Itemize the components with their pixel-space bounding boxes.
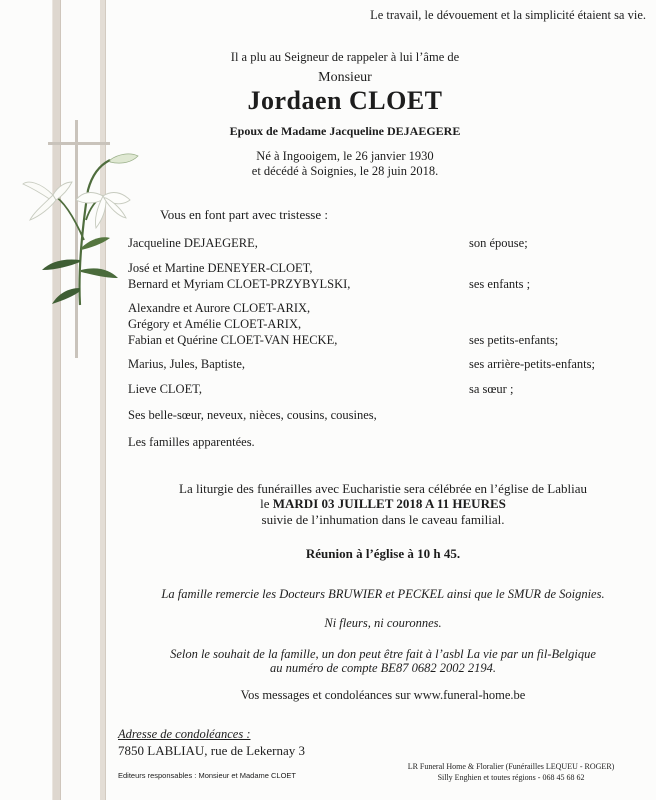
family-entry: Les familles apparentées. [128,435,255,449]
family-relation: son épouse; [469,236,528,250]
condolences-line [110,688,656,703]
family-entry: Ses belle-sœur, neveux, nièces, cousins, cousines, [128,408,377,422]
funeral-date-prefix: le [260,496,270,511]
spouse-line: Epoux de Madame Jacqueline DEJAEGERE [229,124,461,138]
deceased-name: Jordaen CLOET [247,86,443,115]
family-entry: Jacqueline DEJAEGERE, [128,236,258,250]
funeral-home-name: LR Funeral Home & Floralier (Funérailles LEQUEU - ROGER) [407,762,615,771]
condolences-text: Vos messages et condoléances sur [240,688,411,702]
funeral-date-line [110,496,656,512]
announce-line: Vous en font part avec tristesse : [160,207,328,222]
thanks-line: La famille remercie les Docteurs BRUWIER et PECKEL ainsi que le SMUR de Soignies. [161,587,605,601]
condolence-address: 7850 LABLIAU, rue de Lekernay 3 [118,743,305,758]
burial-line: suivie de l’inhumation dans le caveau familial. [261,512,505,527]
donation-line: Selon le souhait de la famille, un don peut être fait à l’asbl La vie par un fil-Belgique [170,647,596,661]
liturgy-line: La liturgie des funérailles avec Eucharistie sera célébrée en l’église de Labliau [179,481,587,496]
donation-account: au numéro de compte BE87 0682 2002 2194. [270,661,496,675]
no-flowers-line: Ni fleurs, ni couronnes. [324,616,442,630]
death-line: et décédé à Soignies, le 28 juin 2018. [251,164,439,178]
honorific: Monsieur [318,70,372,85]
editor-line: Editeurs responsables : Monsieur et Madame CLOET [118,771,296,780]
condolences-url[interactable]: www.funeral-home.be [413,688,526,702]
family-relation: ses enfants ; [469,277,531,291]
family-entry: Alexandre et Aurore CLOET-ARIX, [128,301,311,315]
family-entry: Lieve CLOET, [128,382,203,396]
family-relation: sa sœur ; [469,382,514,396]
family-entry: Grégory et Amélie CLOET-ARIX, [128,317,302,331]
birth-line: Né à Ingooigem, le 26 janvier 1930 [256,149,434,163]
family-entry: José et Martine DENEYER-CLOET, [128,261,313,275]
funeral-home-contact: Silly Enghien et toutes régions - 068 45 68 62 [437,773,585,782]
meeting-time: Réunion à l’église à 10 h 45. [305,546,461,561]
motto-quote: Le travail, le dévouement et la simplicité étaient sa vie. [370,8,646,22]
address-label: Adresse de condoléances : [118,727,251,741]
family-entry: Fabian et Quérine CLOET-VAN HECKE, [128,333,338,347]
family-relation: ses arrière-petits-enfants; [469,357,595,371]
funeral-date: MARDI 03 JUILLET 2018 A 11 HEURES [272,496,506,511]
intro-text: Il a plu au Seigneur de rappeler à lui l’âme de [230,50,460,64]
family-entry: Marius, Jules, Baptiste, [128,357,246,371]
family-relation: ses petits-enfants; [469,333,559,347]
family-entry: Bernard et Myriam CLOET-PRZYBYLSKI, [128,277,351,291]
